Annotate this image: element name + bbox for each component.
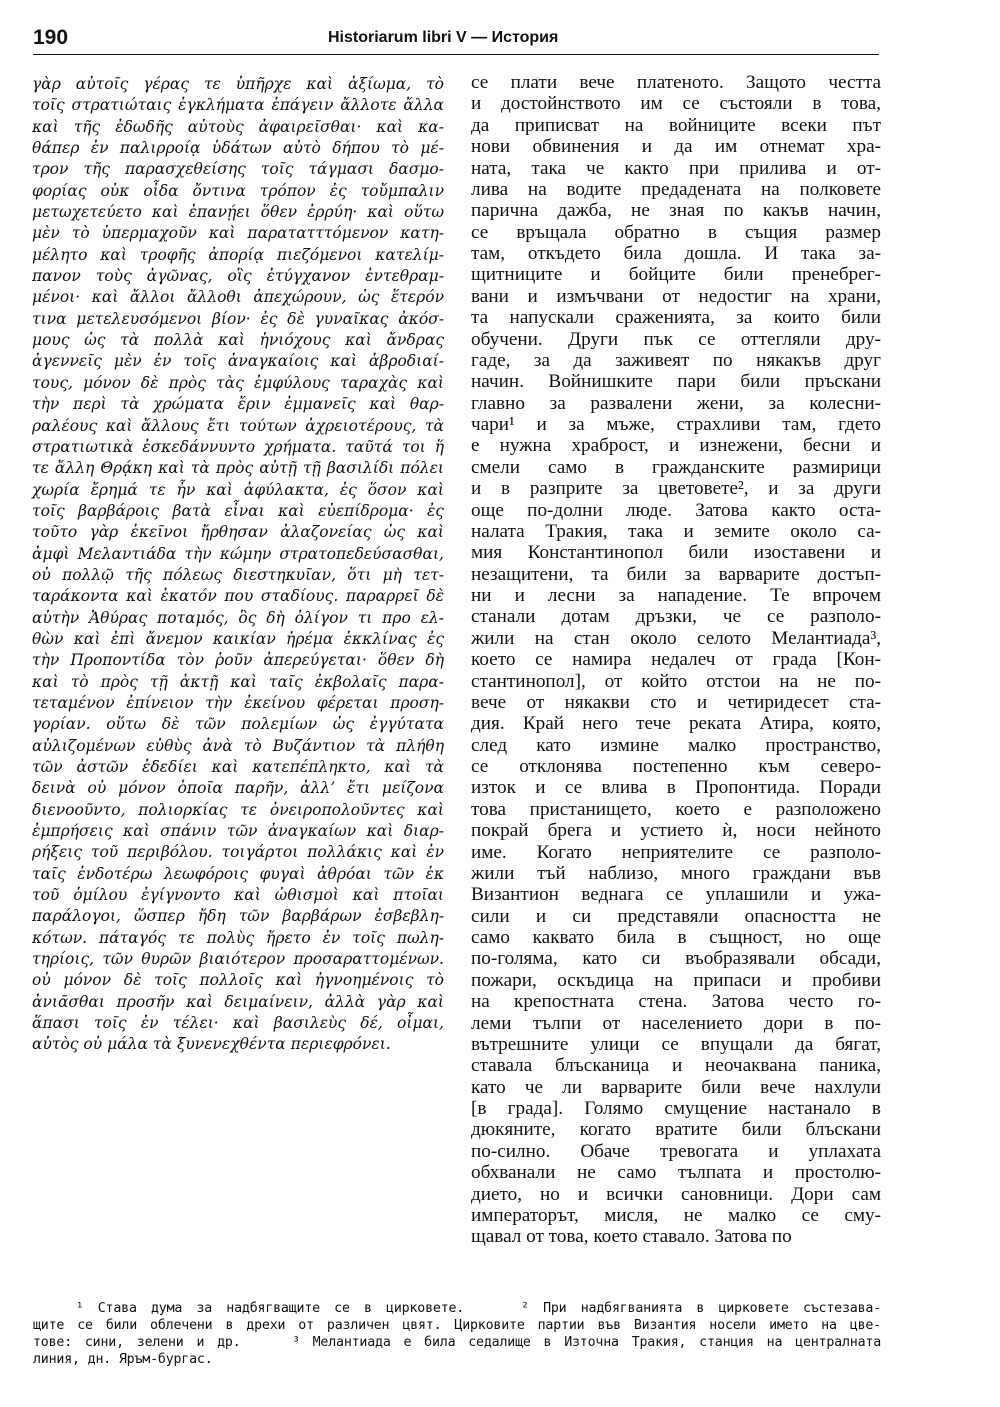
bulgarian-text-line: дието, но и всички сановници. Дори сам xyxy=(471,1183,881,1205)
bulgarian-text-line: покрай брега и устието ѝ, носи нейното xyxy=(471,820,881,842)
bulgarian-text-line: сили и си представяли опасността не xyxy=(471,905,881,927)
greek-text-line: γὰρ αὐτοῖς γέρας τε ὑπῆρχε καὶ ἀξίωμα, τὸ xyxy=(32,75,444,93)
bulgarian-text-line: налата Тракия, така и земите около са- xyxy=(471,520,881,542)
bulgarian-text-line: ната, така че както при прилива и от- xyxy=(471,157,881,179)
greek-text-line: οὐ πολλῷ τῆς πόλεως διεστηκυῖαν, ὅτι μὴ τετ- xyxy=(32,565,444,584)
bulgarian-text-line: щавал от това, което ставало. Затова по xyxy=(471,1226,792,1248)
greek-text-column xyxy=(32,74,444,1056)
greek-text-line: ἀγεννεῖς μὲν ἐν τοῖς ἀναγκαίοις καὶ ἁβροδιαί- xyxy=(32,352,444,371)
greek-text-line: τινα μετελευσόμενοι βίον· ἐς δὲ γυναῖκας ἀκόσ- xyxy=(32,309,444,328)
bulgarian-text-line: и в разприте за цветовете², и за други xyxy=(471,478,881,500)
greek-text-line: πανον τοὺς ἀγῶνας, οἳς ἐτύγχανον ἐντεθραμ- xyxy=(32,267,444,286)
bulgarian-text-line: начин. Войнишките пари били пръскани xyxy=(471,371,881,393)
bulgarian-text-line: чари¹ и за мъже, страхливи там, гдето xyxy=(471,414,881,435)
greek-text-line: διενοοῦντο, πολιορκίας τε ὀνειροπολοῦντες καὶ xyxy=(32,800,444,819)
bulgarian-text-line: щитниците и бойците били пренебрег- xyxy=(471,264,881,286)
bulgarian-text-line: по-голяма, като си въобразявали обсади, xyxy=(471,948,881,970)
greek-text-line: τὴν περὶ τὰ χρώματα ἔριν ἐμμανεῖς καὶ θαρ- xyxy=(32,395,444,414)
bulgarian-text-line: нови обвинения и да им отнемат хра- xyxy=(471,136,881,158)
footnotes xyxy=(33,1300,881,1368)
greek-text-line: καὶ τὸ πρὸς τῇ ἀκτῇ καὶ ταῖς ἐκβολαῖς παρα- xyxy=(32,672,444,691)
bulgarian-text-line: изток и се влива в Пропонтида. Поради xyxy=(471,777,881,799)
bulgarian-text-column xyxy=(471,72,881,1248)
bulgarian-text-line: вани и измъчвани от недостиг на храни, xyxy=(471,285,881,307)
bulgarian-text-line: на крепостната стена. Затова често го- xyxy=(471,991,881,1013)
bulgarian-text-line: пожари, оскъдица на припаси и пробиви xyxy=(471,969,881,991)
greek-text-line: καὶ τῆς ἐδωδῆς αὐτοὺς ἀφαιρεῖσθαι· καὶ κα- xyxy=(32,117,444,136)
bulgarian-text-line: още по-долни люде. Затова както оста- xyxy=(471,499,881,521)
greek-text-line: ἀμφὶ Μελαντιάδα τὴν κώμην στρατοπεδεύσασθαι, xyxy=(32,544,444,563)
bulgarian-text-line: жили тъй наблизо, много граждани във xyxy=(471,862,881,884)
greek-text-line: τοῦτο γὰρ ἐκεῖνοι ἤρθησαν ἀλαζονείας ὡς καὶ xyxy=(32,523,444,542)
bulgarian-text-line: и достойнството им се състояли в това, xyxy=(471,93,881,115)
greek-text-line: τους, μόνον δὲ πρὸς τὰς ἐμφύλους ταραχὰς καὶ xyxy=(32,373,444,392)
bulgarian-text-line: вече от някакви сто и четиридесет ста- xyxy=(471,691,881,713)
page-number: 190 xyxy=(33,26,69,49)
footnote-line: тове: сини, зелени и др. ³ Мелантиада е била седалище в Източна Тракия, станция на централната xyxy=(33,1335,881,1350)
bulgarian-text-line: след като измине малко пространство, xyxy=(471,734,881,756)
bulgarian-text-line: стантинопол], от който отстои на не по- xyxy=(471,670,881,692)
greek-text-line: θάπερ ἐν παλιρροίᾳ ὑδάτων αὐτὸ δήπου τὸ μέ- xyxy=(32,139,444,158)
bulgarian-text-line: гаде, за да заживеят по някакъв друг xyxy=(471,349,881,371)
greek-text-line: τεταμένον ἐπίνειον τὴν ἐκείνου φέρεται προση- xyxy=(32,693,444,712)
greek-text-line: μους ὡς τὰ πολλὰ καὶ ἡνιόχους καὶ ἄνδρας xyxy=(32,331,444,350)
bulgarian-text-line: там, откъдето била дошла. И така за- xyxy=(471,243,881,264)
bulgarian-text-line: което се намира недалеч от града [Кон- xyxy=(471,649,881,671)
greek-text-line: χωρία ἔρημά τε ἦν καὶ ἀφύλακτα, ἐς ὅσον καὶ xyxy=(32,480,444,499)
footnote-line: линия, дн. Яръм-бургас. xyxy=(33,1352,213,1367)
bulgarian-text-line: жили на стан около селото Мелантиада³, xyxy=(471,627,881,649)
greek-text-line: τηρίοις, τῶν θυρῶν βιαιότερον προσαραττομένων. xyxy=(32,950,444,969)
bulgarian-text-line: да приписват на войниците всеки път xyxy=(471,114,881,136)
page-header xyxy=(33,26,879,55)
greek-text-line: τοῖς στρατιώταις ἐγκλήματα ἐπάγειν ἄλλοτε ἄλλα xyxy=(32,96,444,115)
greek-text-line: μέλητο καὶ τροφῆς ἀπορίᾳ πιεζόμενοι κατελίμ- xyxy=(32,245,444,264)
greek-text-line: δεινὰ οὐ μόνον ὁποῖα παρῆν, ἀλλ’ ἔτι μείζονα xyxy=(32,779,444,798)
bulgarian-text-line: императорът, мисля, не малко се сму- xyxy=(471,1204,881,1226)
greek-text-line: ραλέους καὶ ἄλλους ἔτι τούτων ἀχρειοτέρους, τὰ xyxy=(32,416,444,435)
bulgarian-text-line: парична дажба, не зная по какъв начин, xyxy=(471,200,881,222)
greek-text-line: θὼν καὶ ἐπὶ ἄνεμον καικίαν ἠρέμα ἐκκλίνας ἐς xyxy=(32,629,444,648)
bulgarian-text-line: ни и лесни за нападение. Те впрочем xyxy=(471,585,881,606)
bulgarian-text-line: обхванали не само тълпата и простолю- xyxy=(471,1162,881,1184)
greek-text-line: μένοι· καὶ ἄλλοι ἄλλοθι ἀπεχώρουν, ὡς ἕτερόν xyxy=(32,288,444,307)
bulgarian-text-line: лива на водите предадената на полковете xyxy=(471,178,881,200)
greek-text-line: τρον τῆς παρασχεθείσης τοῖς τάγμασι δασμο- xyxy=(32,160,444,179)
greek-text-line: οὐ μόνον δὲ τοῖς πολλοῖς καὶ ἠγνοημένοις τὸ xyxy=(32,971,444,990)
bulgarian-text-line: смели само в гражданските размирици xyxy=(471,456,881,478)
bulgarian-text-line: се отклонява постепенно към северо- xyxy=(471,756,881,777)
bulgarian-text-line: дюкяните, когато вратите били блъскани xyxy=(471,1119,881,1141)
footnote-line: ¹ Става дума за надбягващите се в цирковете. ² При надбягванията в цирковете състезава- xyxy=(33,1301,881,1316)
bulgarian-text-line: се връщала обратно в същия размер xyxy=(471,221,881,243)
bulgarian-text-line: станали дотам дръзки, че се разполо- xyxy=(471,606,881,628)
greek-text-line: μετωχετεύετο καὶ ἐπανῄει ὅθεν ἐρρύη· καὶ οὕτω xyxy=(32,203,444,222)
bulgarian-text-line: Византион веднага се уплашили и ужа- xyxy=(471,884,881,906)
greek-text-line: τοῦ ὁμίλου ἐγίγνοντο καὶ ὠθισμοὶ καὶ πτοῖαι xyxy=(32,886,444,905)
bulgarian-text-line: главно за развалени жени, за колесни- xyxy=(471,392,881,414)
greek-text-line: ταῖς ἐνδοτέρω λεωφόροις φυγαὶ ἀθρόαι τῶν ἐκ xyxy=(32,864,444,883)
greek-text-line: στρατιωτικὰ ἐσκεδάννυντο χρήματα. ταῦτά τοι ἥ xyxy=(32,437,444,456)
bulgarian-text-line: име. Когато неприятелите се разполо- xyxy=(471,841,881,863)
greek-text-line: τὴν Προποντίδα τὸν ῥοῦν ἀπερεύγεται· ὅθεν δὴ xyxy=(32,651,444,670)
greek-text-line: τοῖς βαρβάροις βατὰ εἶναι καὶ εὐεπίδρομα· ἐς xyxy=(32,501,444,520)
footnote-line: щите се били облечени в дрехи от различен цвят. Цирковите партии във Византия носели името на цве- xyxy=(33,1318,881,1333)
greek-text-line: αὐτὸς οὐ μάλα τὰ ξυνενεχθέντα περιεφρόνει. xyxy=(32,1035,391,1054)
bulgarian-text-line: ставала блъсканица и неочаквана паника, xyxy=(471,1055,881,1077)
bulgarian-text-line: е нужна храброст, и изнежени, бесни и xyxy=(471,435,881,457)
bulgarian-text-line: това пристанището, което е разположено xyxy=(471,798,881,820)
bulgarian-text-line: само каквато била в същност, но още xyxy=(471,927,881,948)
bulgarian-text-line: като че ли варварите били вече нахлули xyxy=(471,1076,881,1098)
bulgarian-text-line: обучени. Други пък се оттегляли дру- xyxy=(471,328,881,350)
greek-text-line: ρήξεις τοῦ περιβόλου. τοιγάρτοι πολλάκις καὶ ἐν xyxy=(32,843,444,862)
bulgarian-text-line: се плати вече платеното. Защото честта xyxy=(471,72,881,93)
greek-text-line: ταράκοντα καὶ ἑκατόν που σταδίους. παραρρεῖ δὲ xyxy=(32,587,444,606)
bulgarian-text-line: та напускали сраженията, за които били xyxy=(471,307,881,329)
greek-text-line: ἀνιᾶσθαι προσῆν καὶ δειμαίνειν, ἀλλὰ γὰρ καὶ xyxy=(32,992,444,1011)
bulgarian-text-line: дия. Край него тече реката Атира, която, xyxy=(471,713,881,735)
bulgarian-text-line: незащитени, та били за варварите достъп- xyxy=(471,563,881,585)
greek-text-line: ἐμπρήσεις καὶ σπάνιν τῶν ἀναγκαίων καὶ διαρ- xyxy=(32,822,444,841)
greek-text-line: αὐλιζομένων εὐθὺς ἀνὰ τὸ Βυζάντιον τὰ πλήθη xyxy=(32,736,444,755)
bulgarian-text-line: по-силно. Обаче тревогата и уплахата xyxy=(471,1140,881,1162)
greek-text-line: γορίαν. οὕτω δὲ τῶν πολεμίων ὡς ἐγγύτατα xyxy=(32,715,444,734)
greek-text-line: τε ἄλλη Θρᾴκη καὶ τὰ πρὸς αὐτῇ τῇ βασιλίδι πόλει xyxy=(32,459,444,478)
bulgarian-text-line: леми тълпи от населението дори в по- xyxy=(471,1012,881,1034)
greek-text-line: αὐτὴν Ἀθύρας ποταμός, ὃς δὴ ὀλίγον τι προ ελ- xyxy=(32,608,444,627)
greek-text-line: φορίας οὐκ οἶδα ὄντινα τρόπον ἐς τοὔμπαλιν xyxy=(32,181,444,200)
bulgarian-text-line: мия Константинопол били изоставени и xyxy=(471,542,881,564)
bulgarian-text-line: [в града]. Голямо смущение настанало в xyxy=(471,1098,881,1119)
running-head: Historiarum libri V — История xyxy=(328,29,559,46)
greek-text-line: παράλογοι, ὥσπερ ἤδη τῶν βαρβάρων ἐσβεβλη- xyxy=(32,907,444,926)
greek-text-line: μὲν τὸ ὑπερμαχοῦν καὶ παρατατττόμενον κατη- xyxy=(32,224,444,243)
greek-text-line: ἅπασι τοῖς ἐν τέλει· καὶ βασιλεὺς δέ, οἶμαι, xyxy=(32,1014,444,1033)
greek-text-line: κότων. πάταγός τε πολὺς ἤρετο ἐν τοῖς πωλη- xyxy=(32,928,444,947)
bulgarian-text-line: вътрешните улици се впущали да бягат, xyxy=(471,1033,881,1055)
greek-text-line: τῶν ἀστῶν ἐδεδίει καὶ κατεπέπληκτο, καὶ τὰ xyxy=(32,758,444,776)
